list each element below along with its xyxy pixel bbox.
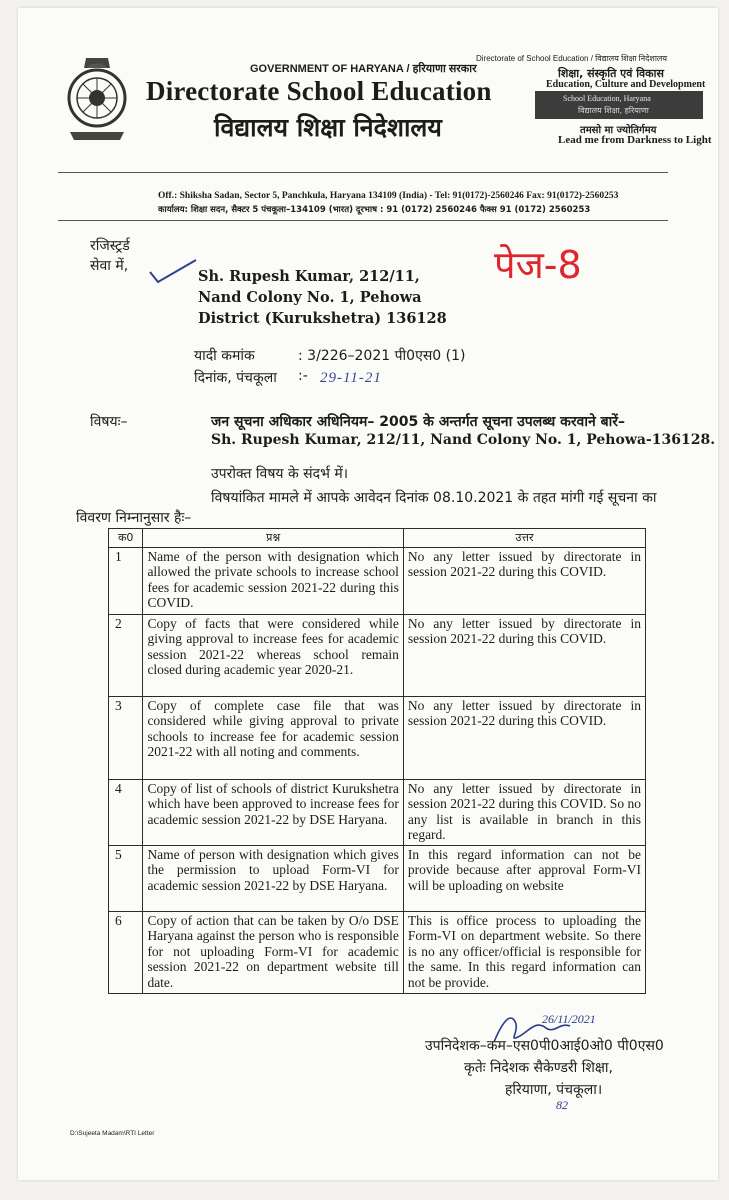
subject-label: विषयः– [90,414,128,430]
signatory-designation: उपनिदेशक–कम–एस0पी0आई0ओ0 पी0एस0 [425,1038,664,1054]
registered-label: रजिस्ट्रर्ड [90,238,130,254]
row-answer: No any letter issued by directorate in session 2021-22 during this COVID. [403,614,645,696]
addressee-line-3: District (Kurukshetra) 136128 [198,310,447,327]
table-row [109,696,646,779]
table-row [109,614,646,696]
haryana-emblem-icon [64,54,130,142]
row-answer: This is office process to uploading the Form-VI on department website. So there is no any officer/official is responsible for the same. In this regard information can not be provide. [403,911,645,993]
details-paragraph: विषयांकित मामले में आपके आवेदन दिनांक 08.10.2021 के तहत मांगी गई सूचना का [211,490,657,506]
reference-paragraph: उपरोक्त विषय के संदर्भ में। [211,466,349,482]
addressee-line-2: Nand Colony No. 1, Pehowa [198,289,422,306]
col-header-number: क0 [109,529,143,548]
table-header-row [109,529,646,548]
file-path-footer: D:\Sujeeta Madam\RTI Letter [70,1130,155,1137]
row-number: 5 [109,845,143,911]
memo-number-value: : 3/226–2021 पी0एस0 (1) [298,348,466,364]
motto-hi: तमसो मा ज्योतिर्गमय [580,125,657,136]
signature-initials: 82 [556,1098,568,1112]
office-address-en: Off.: Shiksha Sadan, Sector 5, Panchkula, Haryana 134109 (India) - Tel: 91(0172)-2560246 Fax: 91(0172)-2560253 [158,191,619,201]
rti-response-table [108,528,646,994]
header-divider [58,172,668,173]
table-row [109,547,646,614]
subject-line-1: जन सूचना अधिकार अधिनियम– 2005 के अन्तर्गत सूचना उपलब्ध करवाने बारें– [211,414,625,430]
row-number: 3 [109,696,143,779]
signatory-behalf: कृतेः निदेशक सैकेण्डरी शिक्षा, [464,1060,613,1076]
row-question: Name of person with designation which gives the permission to upload Form-VI for academic session 2021-22 by DSE Haryana. [143,845,403,911]
row-question: Copy of action that can be taken by O/o DSE Haryana against the person who is responsible for not uploading Form-VI for academic session 2021-22 on department website till date. [143,911,403,993]
row-number: 6 [109,911,143,993]
date-colon: :- [298,368,308,384]
motto-en: Lead me from Darkness to Light [558,134,712,146]
address-divider [58,220,668,221]
row-question: Copy of list of schools of district Kurukshetra which have been approved to increase fees for academic session 2021-22 by DSE Haryana. [143,779,403,845]
date-label: दिनांक, पंचकूला [194,370,277,386]
row-question: Name of the person with designation which allowed the private schools to increase school fees for academic session 2021-22 during this COVID. [143,547,403,614]
col-header-answer: उत्तर [403,529,645,548]
details-paragraph-cont: विवरण निम्नानुसार हैः– [76,510,192,526]
office-address-hi: कार्यालय: शिक्षा सदन, सैक्टर 5 पंचकूला–134109 (भारत) दूरभाष : 91 (0172) 2560246 फैक्स 91 (0172) 2560253 [158,205,591,215]
addressee-line-1: Sh. Rupesh Kumar, 212/11, [198,268,420,285]
tagline-hi: शिक्षा, संस्कृति एवं विकास [558,67,664,80]
row-question: Copy of facts that were considered while giving approval to increase fees for academic session 2021-22 whereas school remain closed during academic year 2020-21. [143,614,403,696]
row-number: 1 [109,547,143,614]
logo-band-text-hi: विद्यालय शिक्षा, हरियाणा [578,106,649,115]
row-question: Copy of complete case file that was considered while giving approval to private schools to increase fee for academic session 2021-22 with all noting and comments. [143,696,403,779]
page-number-stamp: पेज-8 [494,243,582,287]
addressee-salutation: सेवा में, [90,258,129,274]
row-answer: No any letter issued by directorate in session 2021-22 during this COVID. [403,696,645,779]
subject-line-2: Sh. Rupesh Kumar, 212/11, Nand Colony No. 1, Pehowa-136128. [211,432,716,448]
table-row [109,845,646,911]
directorate-title-en: Directorate School Education [146,76,492,106]
col-header-question: प्रश्न [143,529,403,548]
government-line: GOVERNMENT OF HARYANA / हरियाणा सरकार [250,63,477,75]
handwritten-date: 29-11-21 [320,370,382,386]
row-answer: No any letter issued by directorate in session 2021-22 during this COVID. [403,547,645,614]
top-right-caption: Directorate of School Education / विद्यालय शिक्षा निदेशालय [476,54,667,63]
memo-number-label: यादी कमांक [194,348,255,364]
table-row [109,911,646,993]
row-answer: No any letter issued by directorate in session 2021-22 during this COVID. So no any list is available in branch in this regard. [403,779,645,845]
letter-page [18,8,718,1180]
tagline-en: Education, Culture and Development [546,79,706,90]
row-answer: In this regard information can not be provide because after approval Form-VI will be uploading on website [403,845,645,911]
row-number: 2 [109,614,143,696]
signature-date: 26/11/2021 [542,1012,596,1026]
directorate-title-hi: विद्यालय शिक्षा निदेशालय [214,113,442,142]
signatory-location: हरियाणा, पंचकूला। [505,1082,603,1098]
row-number: 4 [109,779,143,845]
logo-band-text-en: School Education, Haryana [563,94,651,103]
table-row [109,779,646,845]
tick-mark-icon [148,258,198,284]
